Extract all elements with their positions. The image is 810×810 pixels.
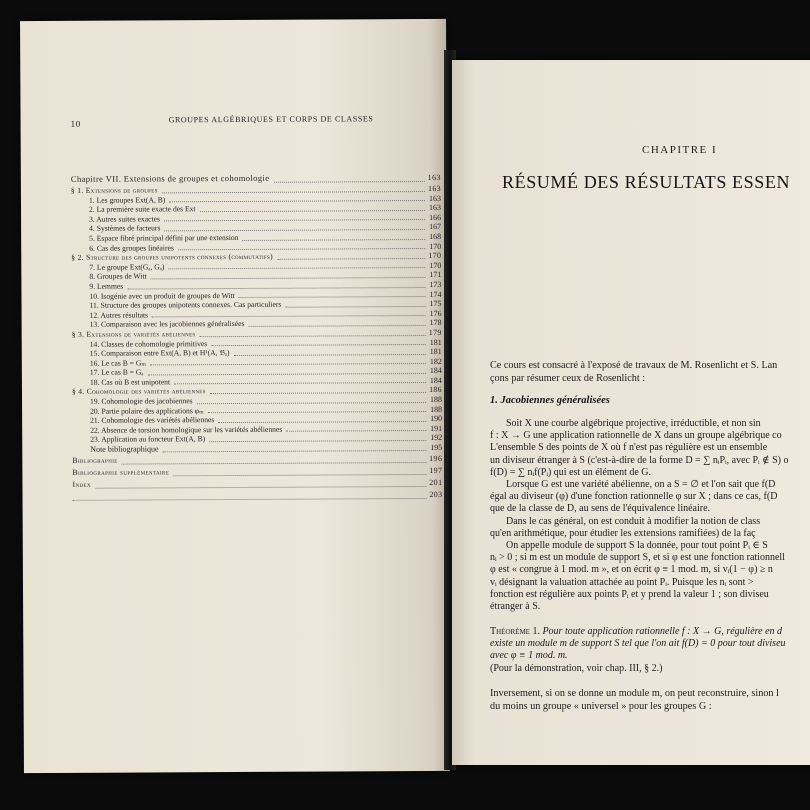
toc-label: 23. Application au foncteur Ext(A, B) <box>90 434 206 445</box>
toc-leader-dots <box>148 372 426 375</box>
toc-leader-dots <box>178 247 425 250</box>
toc-leader-dots <box>277 257 425 260</box>
toc-page-number: 163 <box>428 193 441 203</box>
toc-page-number: 173 <box>429 279 442 289</box>
toc-page-number: 168 <box>429 231 442 241</box>
toc-page-number: 195 <box>430 442 443 453</box>
toc-leader-dots <box>273 180 424 183</box>
toc-label: 3. Autres suites exactes <box>89 214 160 224</box>
toc-page-number: 166 <box>429 212 442 222</box>
toc-page-number: 181 <box>429 347 442 357</box>
theorem-label: Théorème 1. <box>490 626 540 637</box>
toc-leader-dots <box>286 429 426 432</box>
toc-page-number: 190 <box>430 414 443 424</box>
paragraph-line: Dans le cas général, on est conduit à modifier la notion de class <box>506 515 761 527</box>
toc-leader-dots <box>151 276 426 279</box>
paragraph-line: f(D) = ∑ nᵢf(Pᵢ) qui est un élément de G. <box>490 466 652 478</box>
toc-label: 14. Classes de cohomologie primitives <box>89 338 208 349</box>
toc-leader-dots <box>168 266 425 269</box>
toc-label: 18. Cas où B est unipotent <box>89 377 171 387</box>
toc-page-number: 174 <box>429 289 442 299</box>
table-of-contents <box>71 171 443 503</box>
toc-leader-dots <box>200 209 425 212</box>
theorem-line-2: existe un module m de support S tel que l'on ait f(D) = 0 pour tout diviseu <box>490 638 786 650</box>
toc-leader-dots <box>150 362 426 365</box>
paragraph-line: Lorsque G est une variété abélienne, on a S = ∅ et l'on sait que f(D <box>506 479 776 491</box>
toc-label: 13. Comparaison avec les jacobiennes généralisées <box>89 319 245 330</box>
toc-page-number: 192 <box>430 433 443 443</box>
paragraph-line: Soit X une courbe algébrique projective, irréductible, et non sin <box>506 418 761 429</box>
toc-page-number: 196 <box>429 453 443 463</box>
toc-label: § 2. Structure des groupes unipotents connexes (commutatifs) <box>71 251 273 263</box>
toc-leader-dots <box>209 439 426 442</box>
toc-label: Bibliographie <box>72 455 118 465</box>
theorem-line-3: avec φ ≡ 1 mod. m. <box>490 650 568 662</box>
toc-label: § 3. Extensions de variétés abéliennes <box>71 329 196 339</box>
toc-leader-dots <box>162 190 425 193</box>
toc-page-number: 178 <box>429 318 442 328</box>
toc-leader-dots <box>243 238 426 241</box>
toc-leader-dots <box>163 449 427 452</box>
toc-page-number: 175 <box>429 299 442 309</box>
paragraph-line: nᵢ > 0 ; si m est un module de support S, et si φ est une fonction rationnell <box>490 552 785 564</box>
toc-label: 1. Les groupes Ext(A, B) <box>88 194 166 205</box>
left-page <box>20 19 450 773</box>
theorem-reference: (Pour la démonstration, voir chap. III, § 2.) <box>490 662 663 674</box>
toc-label: Index <box>72 479 91 489</box>
toc-label: Note bibliographique <box>90 444 159 454</box>
paragraph-line: fonction est régulière aux points Pᵢ et y prend la valeur 1 ; son diviseu <box>490 588 769 600</box>
toc-page-number: 184 <box>429 366 442 376</box>
toc-leader-dots <box>164 228 425 231</box>
page-number: 10 <box>70 118 81 129</box>
toc-page-number: 184 <box>429 375 442 385</box>
toc-leader-dots <box>285 305 425 308</box>
toc-leader-dots <box>248 324 425 327</box>
toc-page-number: 170 <box>429 241 442 251</box>
toc-leader-dots <box>152 314 426 317</box>
toc-page-number: 171 <box>429 270 442 280</box>
paragraph-line: f : X → G une application rationnelle de X dans un groupe algébrique co <box>490 430 782 442</box>
toc-label: 6. Cas des groupes linéaires <box>89 242 174 253</box>
toc-label: 19. Cohomologie des jacobiennes <box>90 396 193 406</box>
theorem-block <box>490 626 810 675</box>
toc-leader-dots <box>73 497 427 501</box>
toc-page-number: 182 <box>429 356 442 366</box>
toc-label: 7. Le groupe Ext(Gₐ, Gₐ) <box>89 262 165 272</box>
toc-leader-dots <box>95 485 426 489</box>
paragraph-line: L'ensemble S des points de X où f n'est pas régulière est un ensemble <box>490 442 768 454</box>
toc-page-number: 203 <box>429 489 443 499</box>
chapter-title: RÉSUMÉ DES RÉSULTATS ESSEN <box>502 172 791 192</box>
paragraph-line: qu'en arithmétique, pour étudier les extensions ramifiées) de la faç <box>490 527 756 539</box>
toc-page-number: 176 <box>429 308 442 318</box>
toc-leader-dots <box>169 199 425 202</box>
toc-page-number: 163 <box>428 203 442 213</box>
paragraph-line: φ est « congrue à 1 mod. m », et on écrit φ ≡ 1 mod. m, si vᵢ(1 − φ) ≥ n <box>490 564 773 576</box>
running-head <box>70 114 429 129</box>
toc-leader-dots <box>208 410 426 413</box>
toc-leader-dots <box>174 381 426 384</box>
paragraph-body <box>490 418 810 613</box>
running-head-title: GROUPES ALGÉBRIQUES ET CORPS DE CLASSES <box>168 114 374 125</box>
toc-leader-dots <box>218 420 426 423</box>
theorem-line-1: Pour toute application rationnelle f : X → G, régulière en d <box>542 626 783 637</box>
toc-leader-dots <box>197 401 426 404</box>
toc-label: 5. Espace fibré principal défini par une extension <box>89 232 239 243</box>
toc-label: 9. Lemmes <box>89 281 124 291</box>
intro-line-2: çons par résumer ceux de Rosenlicht : <box>490 373 646 384</box>
toc-label: § 4. Cohomologie des variétés abéliennes <box>71 386 206 397</box>
toc-row <box>72 489 442 503</box>
toc-page-number: 186 <box>429 385 442 395</box>
paragraph-line: vᵢ désignant la valuation attachée au point Pᵢ. Puisque les nᵢ sont > <box>490 576 754 588</box>
toc-leader-dots <box>211 343 425 346</box>
toc-label: 2. La première suite exacte des Ext <box>88 204 196 214</box>
paragraph-line: que de la classe de D, au sens de l'équivalence linéaire. <box>490 503 711 515</box>
section-heading: 1. Jacobiennes généralisées <box>490 395 610 406</box>
toc-page-number: 191 <box>430 423 443 433</box>
toc-page-number: 201 <box>429 477 443 487</box>
toc-leader-dots <box>239 295 426 298</box>
paragraph-line: égal au diviseur (φ) d'une fonction rationnelle φ sur X ; dans ce cas, f(D <box>490 491 778 503</box>
paragraph-line: On appelle module de support S la donnée, pour tout point Pᵢ ∈ S <box>506 540 768 552</box>
toc-page-number: 179 <box>428 327 442 337</box>
toc-page-number: 188 <box>429 394 443 405</box>
toc-label: 11. Structure des groupes unipotents connexes. Cas particuliers <box>89 299 282 310</box>
toc-label: 21. Cohomologie des variétés abéliennes <box>90 415 215 426</box>
right-page <box>452 60 810 765</box>
toc-label: 22. Absence de torsion homologique sur les variétés abéliennes <box>90 424 283 435</box>
toc-page-number: 170 <box>429 260 442 270</box>
toc-page-number: 163 <box>427 183 441 193</box>
toc-label: 4. Systèmes de facteurs <box>89 223 161 234</box>
toc-label: 10. Isogénie avec un produit de groupes de Witt <box>89 290 235 301</box>
toc-leader-dots <box>210 391 426 394</box>
toc-label: § 1. Extensions de groupes <box>70 185 158 195</box>
toc-page-number: 181 <box>429 337 442 347</box>
toc-leader-dots <box>164 218 425 221</box>
conclusion-line-2: du moins un groupe « universel » pour les groupes G : <box>490 701 712 712</box>
toc-page-number: 197 <box>429 465 443 475</box>
toc-page-number: 188 <box>430 404 443 414</box>
toc-leader-dots <box>127 286 425 290</box>
paragraph-line: un diviseur étranger à S (c'est-à-dire de la forme D = ∑ nᵢPᵢ, avec Pᵢ ∉ S) o <box>490 454 789 466</box>
paragraph-line: étranger à S. <box>490 601 541 613</box>
toc-leader-dots <box>122 461 427 465</box>
toc-page-number: 170 <box>428 251 442 261</box>
toc-label: Chapitre VII. Extensions de groupes et cohomologie <box>70 172 270 184</box>
toc-label: 12. Autres résultats <box>89 310 149 320</box>
conclusion-line-1: Inversement, si on se donne un module m, on peut reconstruire, sinon l <box>490 688 779 699</box>
toc-label: 15. Comparaison entre Ext(A, B) et H¹(A, 𝔅ₐ) <box>89 348 230 358</box>
toc-leader-dots <box>173 473 426 476</box>
toc-label: 20. Partie polaire des applications φₘ <box>90 405 204 416</box>
toc-page-number: 167 <box>429 222 442 232</box>
intro-line-1: Ce cours est consacré à l'exposé de travaux de M. Rosenlicht et S. Lan <box>490 360 778 371</box>
toc-label: Bibliographie supplémentaire <box>72 466 170 477</box>
chapter-label: CHAPITRE I <box>642 144 718 156</box>
toc-label: 16. Le cas B = Gₘ <box>89 358 147 368</box>
toc-page-number: 163 <box>427 172 441 182</box>
toc-label: 8. Groupes de Witt <box>89 271 147 282</box>
toc-leader-dots <box>234 353 426 356</box>
toc-leader-dots <box>200 334 426 337</box>
toc-label: 17. Le cas B = Gₐ <box>89 367 144 378</box>
